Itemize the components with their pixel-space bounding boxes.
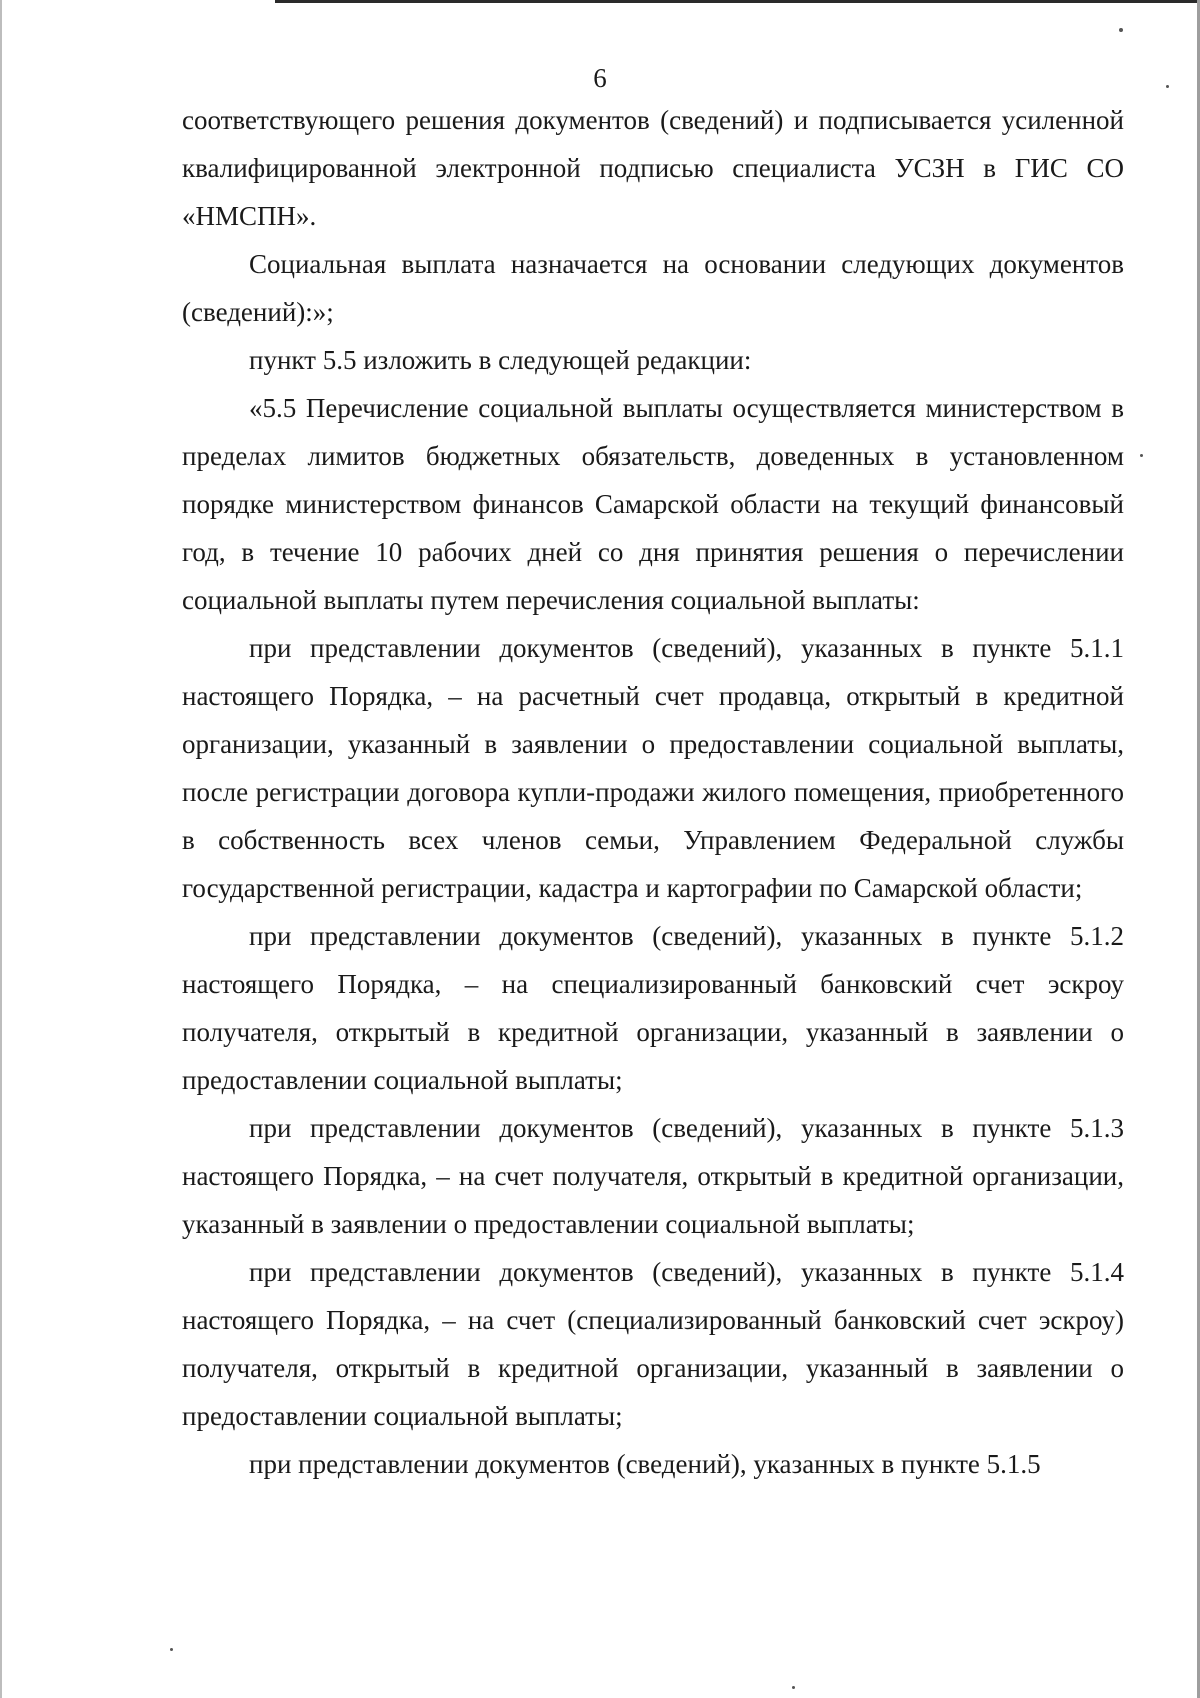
scan-speck [792, 1686, 795, 1689]
paragraph: Социальная выплата назначается на основании следующих документов (сведений):»; [182, 249, 1124, 327]
paragraph: при представлении документов (сведений), указанных в пункте 5.1.4 настоящего Порядка, – на счет (специализированный банковский счет эскроу) получателя, открытый в кредитной организации, указанный в заявлении о предоставлении социальной выплаты; [182, 1257, 1124, 1431]
paragraph: при представлении документов (сведений), указанных в пункте 5.1.3 настоящего Порядка, – на счет получателя, открытый в кредитной организации, указанный в заявлении о предоставлении социальной выплаты; [182, 1113, 1124, 1239]
scan-speck [170, 1648, 173, 1651]
paragraph: при представлении документов (сведений), указанных в пункте 5.1.2 настоящего Порядка, – на специализированный банковский счет эскроу получателя, открытый в кредитной организации, указанный в заявлении о предоставлении социальной выплаты; [182, 921, 1124, 1095]
scan-speck [1140, 454, 1143, 457]
paragraph: при представлении документов (сведений), указанных в пункте 5.1.5 [249, 1449, 1041, 1479]
paragraph: при представлении документов (сведений), указанных в пункте 5.1.1 настоящего Порядка, – на расчетный счет продавца, открытый в кредитной организации, указанный в заявлении о предоставлении социальной выплаты, после регистрации договора купли-продажи жилого помещения, приобретенного в собственность всех членов семьи, Управлением Федеральной службы государственной регистрации, кадастра и картографии по Самарской области; [182, 633, 1124, 903]
scan-speck [1119, 28, 1123, 32]
paragraph-continuation: соответствующего решения документов (сведений) и подписывается усиленной квалифицированной электронной подписью специалиста УСЗН в ГИС СО «НМСПН». [182, 105, 1124, 231]
scan-border-left [0, 0, 2, 1698]
scan-speck [1166, 85, 1169, 88]
paragraph: пункт 5.5 изложить в следующей редакции: [249, 345, 752, 375]
scan-border-top [275, 0, 1200, 3]
page-number: 6 [593, 63, 607, 93]
document-body [182, 96, 1124, 1488]
paragraph: «5.5 Перечисление социальной выплаты осуществляется министерством в пределах лимитов бюджетных обязательств, доведенных в установленном порядке министерством финансов Самарской области на текущий финансовый год, в течение 10 рабочих дней со дня принятия решения о перечислении социальной выплаты путем перечисления социальной выплаты: [182, 393, 1124, 615]
